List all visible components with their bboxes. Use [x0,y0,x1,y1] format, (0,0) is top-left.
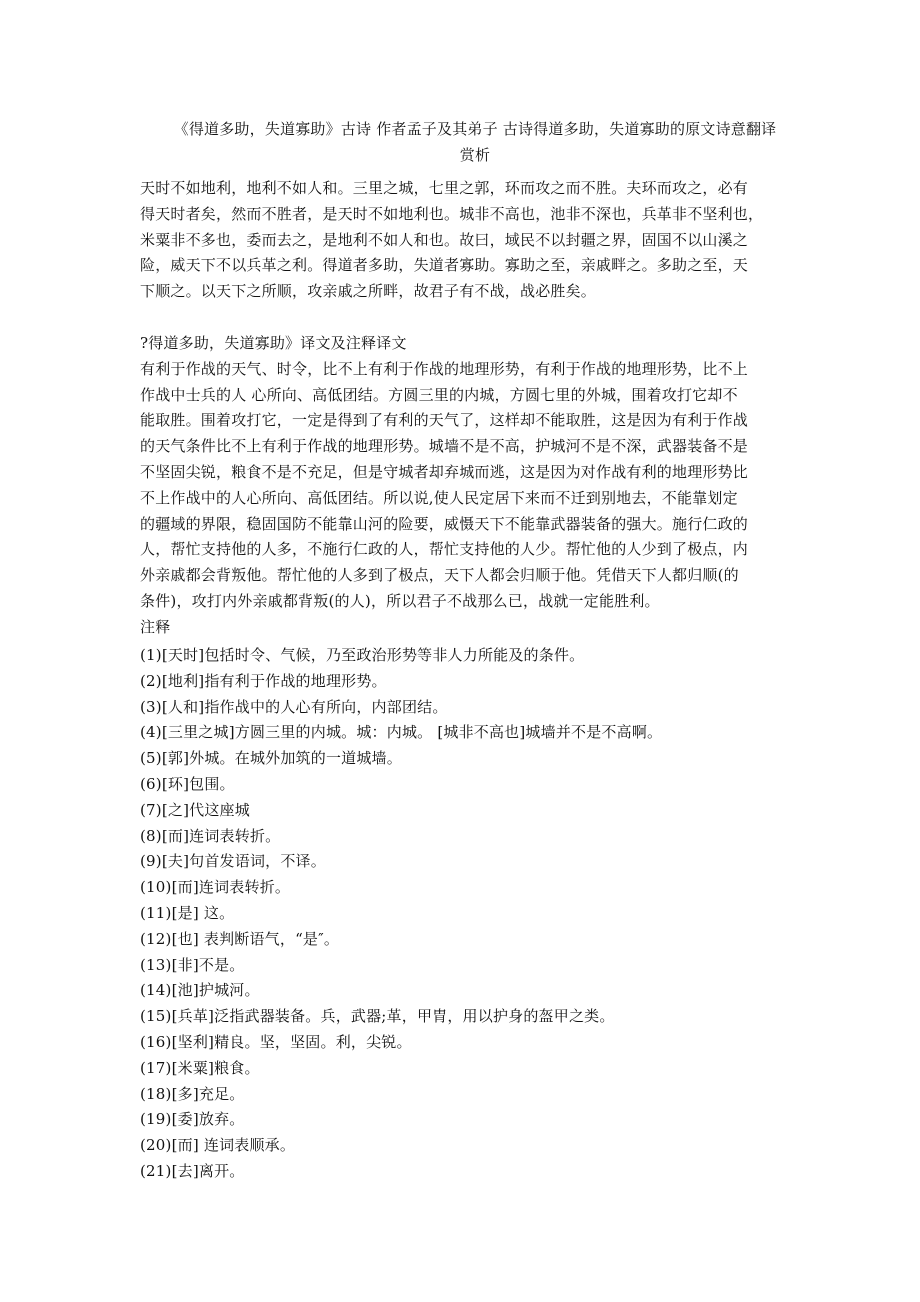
original-text-line: 险，威天下不以兵革之利。得道者多助，失道者寡助。寡助之至，亲戚畔之。多助之至，天 [140,256,749,275]
note-item: (8)[而]连词表转折。 [140,826,281,845]
translation-text-line: 的天气条件比不上有利于作战的地理形势。城墙不是不高，护城河不是不深，武器装备不是 [140,437,749,456]
translation-text-line: 不上作战中的人心所向、高低团结。所以说,使人民定居下来而不迁到别地去，不能靠划定 [140,488,738,507]
note-item: (16)[坚利]精良。坚，坚固。利，尖锐。 [140,1032,412,1051]
note-item: (15)[兵革]泛指武器装备。兵，武器;革，甲胄，用以护身的盔甲之类。 [140,1007,615,1026]
note-item: (1)[天时]包括时令、气候，乃至政治形势等非人力所能及的条件。 [140,646,585,664]
note-item: (6)[环]包围。 [140,774,235,793]
translation-text-line: 的疆域的界限，稳固国防不能靠山河的险要，威慑天下不能靠武器装备的强大。施行仁政的 [140,514,749,533]
note-item: (20)[而] 连词表顺承。 [140,1136,296,1155]
original-text-line: 下顺之。以天下之所顺，攻亲戚之所畔，故君子有不战，战必胜矣。 [140,282,597,301]
translation-text [140,331,820,641]
title-line: 《得道多助，失道寡助》古诗 作者孟子及其弟子 古诗得道多助，失道寡助的原文诗意翻译 [173,120,777,138]
note-item: (13)[非]不是。 [140,955,245,974]
translation-text-line: ?得道多助，失道寡助》译文及注释译文 [140,334,407,352]
note-item: (19)[委]放弃。 [140,1110,245,1129]
translation-text-line: 不坚固尖锐，粮食不是不充足，但是守城者却弃城而逃，这是因为对作战有利的地理形势比 [140,462,749,481]
notes-list [140,643,820,1185]
note-item: (12)[也] 表判断语气，“是″。 [140,929,340,948]
note-item: (4)[三里之城]方圆三里的内城。城：内城。 [城非不高也]城墙并不是不高啊。 [140,723,663,742]
note-item: (18)[多]充足。 [140,1084,245,1103]
original-text-line: 天时不如地利，地利不如人和。三里之城，七里之郭，环而攻之而不胜。夫环而攻之，必有 [140,179,749,197]
translation-text-line: 注释 [140,617,171,636]
note-item: (21)[去]离开。 [140,1161,245,1180]
note-item: (3)[人和]指作战中的人心有所向，内部团结。 [140,697,448,716]
note-item: (14)[池]护城河。 [140,981,260,1000]
note-item: (17)[米粟]粮食。 [140,1058,260,1077]
translation-text-line: 作战中士兵的人 心所向、高低团结。方圆三里的内城，方圆七里的外城，围着攻打它却不 [140,385,738,404]
note-item: (2)[地利]指有利于作战的地理形势。 [140,671,387,690]
translation-text-line: 条件)，攻打内外亲戚都背叛(的人)，所以君子不战那么已，战就一定能胜利。 [140,591,660,610]
original-text-line: 米粟非不多也，委而去之，是地利不如人和也。故曰，域民不以封疆之界，固国不以山溪之 [140,230,749,249]
note-item: (5)[郭]外城。在城外加筑的一道城墙。 [140,749,402,768]
translation-text-line: 能取胜。围着攻打它，一定是得到了有利的天气了，这样却不能取胜，这是因为有利于作战 [140,411,749,430]
note-item: (9)[夫]句首发语词，不译。 [140,852,326,871]
translation-text-line: 有利于作战的天气、时令，比不上有利于作战的地理形势，有利于作战的地理形势，比不上 [140,359,749,378]
document-title [130,117,820,169]
translation-text-line: 外亲戚都会背叛他。帮忙他的人多到了极点，天下人都会归顺于他。凭借天下人都归顺(的 [140,566,739,585]
original-text [140,176,820,305]
title-line: 赏析 [459,145,491,164]
note-item: (11)[是] 这。 [140,903,235,922]
note-item: (7)[之]代这座城 [140,800,250,819]
translation-text-line: 人，帮忙支持他的人多，不施行仁政的人，帮忙支持他的人少。帮忙他的人少到了极点，内 [140,540,749,559]
original-text-line: 得天时者矣，然而不胜者，是天时不如地利也。城非不高也，池非不深也，兵革非不坚利也， [140,204,764,223]
note-item: (10)[而]连词表转折。 [140,878,291,897]
